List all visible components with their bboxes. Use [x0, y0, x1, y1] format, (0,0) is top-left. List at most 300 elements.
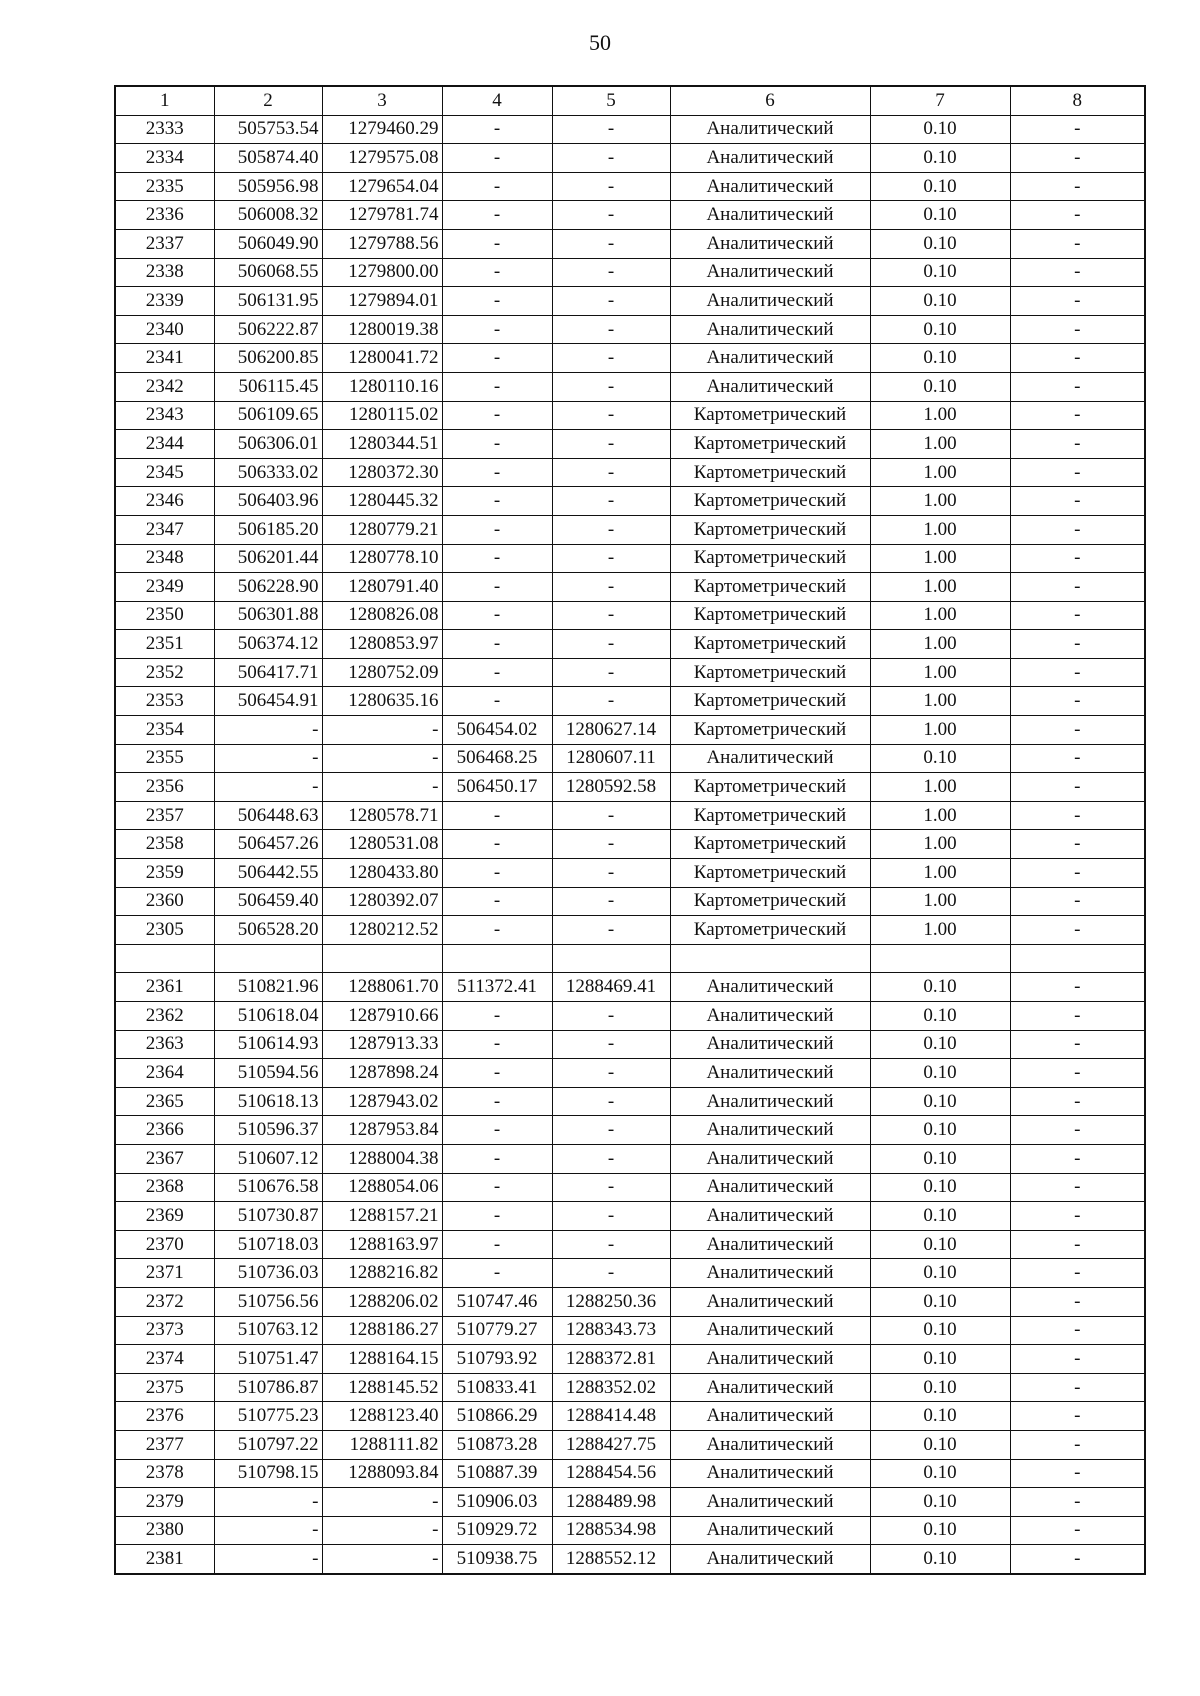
x-coordinate-cell: 510736.03	[214, 1259, 322, 1288]
table-row	[115, 287, 1145, 316]
accuracy-cell: 1.00	[870, 887, 1010, 916]
method-cell: Аналитический	[670, 1059, 870, 1088]
y-coordinate-cell: 1288061.70	[322, 973, 442, 1002]
table-row	[115, 1345, 1145, 1374]
method-cell: Аналитический	[670, 172, 870, 201]
y-coordinate-cell: 1287898.24	[322, 1059, 442, 1088]
x-coordinate-cell: 510718.03	[214, 1230, 322, 1259]
y-coordinate-cell: 1288186.27	[322, 1316, 442, 1345]
table-row	[115, 744, 1145, 773]
note-cell: -	[1010, 1144, 1145, 1173]
accuracy-cell: 1.00	[870, 859, 1010, 888]
x-coordinate-cell: 506459.40	[214, 887, 322, 916]
point-number-cell: 2338	[115, 258, 214, 287]
table-row	[115, 944, 1145, 973]
column-header: 1	[115, 86, 214, 115]
x-coordinate-cell: 510614.93	[214, 1030, 322, 1059]
accuracy-cell: 1.00	[870, 658, 1010, 687]
method-cell: Картометрический	[670, 515, 870, 544]
table-row	[115, 916, 1145, 945]
point-number-cell: 2358	[115, 830, 214, 859]
accuracy-cell: 0.10	[870, 1144, 1010, 1173]
accuracy-cell: 0.10	[870, 1230, 1010, 1259]
y-coordinate-alt-cell: -	[552, 344, 670, 373]
method-cell: Аналитический	[670, 115, 870, 144]
method-cell: Аналитический	[670, 1144, 870, 1173]
method-cell: Аналитический	[670, 344, 870, 373]
y-coordinate-alt-cell: -	[552, 601, 670, 630]
y-coordinate-alt-cell: 1280592.58	[552, 773, 670, 802]
note-cell: -	[1010, 1202, 1145, 1231]
table-row	[115, 315, 1145, 344]
note-cell: -	[1010, 1316, 1145, 1345]
y-coordinate-alt-cell: 1288352.02	[552, 1373, 670, 1402]
note-cell: -	[1010, 716, 1145, 745]
point-number-cell: 2367	[115, 1144, 214, 1173]
x-coordinate-cell: 510676.58	[214, 1173, 322, 1202]
y-coordinate-cell: 1288216.82	[322, 1259, 442, 1288]
method-cell: Аналитический	[670, 1430, 870, 1459]
y-coordinate-cell: 1279575.08	[322, 144, 442, 173]
method-cell: Картометрический	[670, 430, 870, 459]
accuracy-cell: 0.10	[870, 1459, 1010, 1488]
x-coordinate-alt-cell: -	[442, 801, 552, 830]
method-cell	[670, 944, 870, 973]
method-cell: Картометрический	[670, 916, 870, 945]
x-coordinate-cell	[214, 944, 322, 973]
note-cell: -	[1010, 287, 1145, 316]
note-cell: -	[1010, 544, 1145, 573]
accuracy-cell: 1.00	[870, 773, 1010, 802]
x-coordinate-alt-cell: -	[442, 859, 552, 888]
table-row	[115, 258, 1145, 287]
x-coordinate-cell: 506448.63	[214, 801, 322, 830]
point-number-cell: 2372	[115, 1287, 214, 1316]
note-cell: -	[1010, 515, 1145, 544]
point-number-cell: 2356	[115, 773, 214, 802]
point-number-cell: 2378	[115, 1459, 214, 1488]
y-coordinate-cell: 1288157.21	[322, 1202, 442, 1231]
x-coordinate-alt-cell: -	[442, 1002, 552, 1031]
x-coordinate-alt-cell: -	[442, 287, 552, 316]
accuracy-cell: 0.10	[870, 372, 1010, 401]
method-cell: Аналитический	[670, 1459, 870, 1488]
note-cell: -	[1010, 973, 1145, 1002]
y-coordinate-cell: 1288145.52	[322, 1373, 442, 1402]
note-cell: -	[1010, 1087, 1145, 1116]
accuracy-cell: 1.00	[870, 801, 1010, 830]
method-cell: Аналитический	[670, 287, 870, 316]
method-cell: Аналитический	[670, 1002, 870, 1031]
note-cell	[1010, 944, 1145, 973]
method-cell: Аналитический	[670, 1259, 870, 1288]
accuracy-cell: 1.00	[870, 430, 1010, 459]
x-coordinate-cell: 506068.55	[214, 258, 322, 287]
x-coordinate-alt-cell: -	[442, 172, 552, 201]
note-cell: -	[1010, 916, 1145, 945]
note-cell: -	[1010, 1345, 1145, 1374]
method-cell: Аналитический	[670, 1316, 870, 1345]
method-cell: Аналитический	[670, 1030, 870, 1059]
y-coordinate-cell: 1280372.30	[322, 458, 442, 487]
point-number-cell: 2343	[115, 401, 214, 430]
note-cell: -	[1010, 1545, 1145, 1574]
x-coordinate-cell: 506403.96	[214, 487, 322, 516]
table-row	[115, 601, 1145, 630]
note-cell: -	[1010, 1287, 1145, 1316]
x-coordinate-cell: 505956.98	[214, 172, 322, 201]
y-coordinate-alt-cell: -	[552, 1059, 670, 1088]
x-coordinate-cell: 510618.13	[214, 1087, 322, 1116]
y-coordinate-cell: 1279800.00	[322, 258, 442, 287]
accuracy-cell: 0.10	[870, 1545, 1010, 1574]
column-header: 6	[670, 86, 870, 115]
accuracy-cell: 0.10	[870, 1173, 1010, 1202]
method-cell: Картометрический	[670, 658, 870, 687]
x-coordinate-alt-cell: -	[442, 916, 552, 945]
y-coordinate-alt-cell	[552, 944, 670, 973]
table-row	[115, 544, 1145, 573]
accuracy-cell: 0.10	[870, 115, 1010, 144]
method-cell: Картометрический	[670, 687, 870, 716]
x-coordinate-cell: 510798.15	[214, 1459, 322, 1488]
table-row	[115, 1173, 1145, 1202]
note-cell: -	[1010, 172, 1145, 201]
table-row	[115, 859, 1145, 888]
note-cell: -	[1010, 1402, 1145, 1431]
y-coordinate-alt-cell: -	[552, 1259, 670, 1288]
column-header: 5	[552, 86, 670, 115]
point-number-cell: 2336	[115, 201, 214, 230]
method-cell: Картометрический	[670, 773, 870, 802]
accuracy-cell: 0.10	[870, 1059, 1010, 1088]
note-cell: -	[1010, 658, 1145, 687]
x-coordinate-alt-cell: -	[442, 1173, 552, 1202]
point-number-cell: 2361	[115, 973, 214, 1002]
y-coordinate-alt-cell: -	[552, 1202, 670, 1231]
method-cell: Аналитический	[670, 1516, 870, 1545]
accuracy-cell: 0.10	[870, 973, 1010, 1002]
y-coordinate-alt-cell: 1288250.36	[552, 1287, 670, 1316]
x-coordinate-alt-cell: -	[442, 229, 552, 258]
accuracy-cell: 1.00	[870, 487, 1010, 516]
y-coordinate-alt-cell: -	[552, 830, 670, 859]
x-coordinate-alt-cell: -	[442, 1087, 552, 1116]
x-coordinate-alt-cell: -	[442, 258, 552, 287]
x-coordinate-alt-cell: 510873.28	[442, 1430, 552, 1459]
y-coordinate-cell: -	[322, 716, 442, 745]
accuracy-cell: 0.10	[870, 1002, 1010, 1031]
point-number-cell: 2371	[115, 1259, 214, 1288]
point-number-cell: 2352	[115, 658, 214, 687]
x-coordinate-cell: -	[214, 773, 322, 802]
y-coordinate-alt-cell: 1288372.81	[552, 1345, 670, 1374]
x-coordinate-cell: 506333.02	[214, 458, 322, 487]
accuracy-cell: 0.10	[870, 744, 1010, 773]
x-coordinate-cell: 510594.56	[214, 1059, 322, 1088]
note-cell: -	[1010, 344, 1145, 373]
y-coordinate-alt-cell: 1288534.98	[552, 1516, 670, 1545]
x-coordinate-alt-cell: -	[442, 1230, 552, 1259]
note-cell: -	[1010, 201, 1145, 230]
x-coordinate-cell: 506109.65	[214, 401, 322, 430]
accuracy-cell: 0.10	[870, 287, 1010, 316]
table-row	[115, 1373, 1145, 1402]
table-row	[115, 430, 1145, 459]
point-number-cell: 2381	[115, 1545, 214, 1574]
point-number-cell: 2380	[115, 1516, 214, 1545]
method-cell: Аналитический	[670, 229, 870, 258]
point-number-cell: 2375	[115, 1373, 214, 1402]
point-number-cell: 2359	[115, 859, 214, 888]
y-coordinate-alt-cell: -	[552, 687, 670, 716]
table-row	[115, 458, 1145, 487]
method-cell: Аналитический	[670, 1230, 870, 1259]
x-coordinate-alt-cell: -	[442, 430, 552, 459]
y-coordinate-cell: 1280578.71	[322, 801, 442, 830]
point-number-cell: 2344	[115, 430, 214, 459]
point-number-cell: 2334	[115, 144, 214, 173]
accuracy-cell: 1.00	[870, 687, 1010, 716]
x-coordinate-cell: 506049.90	[214, 229, 322, 258]
accuracy-cell: 1.00	[870, 573, 1010, 602]
accuracy-cell: 0.10	[870, 1488, 1010, 1517]
y-coordinate-alt-cell: -	[552, 1087, 670, 1116]
x-coordinate-alt-cell: -	[442, 515, 552, 544]
y-coordinate-cell: 1280445.32	[322, 487, 442, 516]
y-coordinate-alt-cell: -	[552, 115, 670, 144]
column-header: 3	[322, 86, 442, 115]
y-coordinate-alt-cell: 1280607.11	[552, 744, 670, 773]
y-coordinate-alt-cell: -	[552, 1116, 670, 1145]
method-cell: Аналитический	[670, 1202, 870, 1231]
accuracy-cell: 1.00	[870, 401, 1010, 430]
y-coordinate-cell: 1280019.38	[322, 315, 442, 344]
table-row	[115, 801, 1145, 830]
accuracy-cell: 0.10	[870, 1030, 1010, 1059]
note-cell: -	[1010, 1488, 1145, 1517]
page-number: 50	[589, 30, 611, 55]
method-cell: Картометрический	[670, 859, 870, 888]
x-coordinate-cell: -	[214, 1516, 322, 1545]
accuracy-cell: 1.00	[870, 544, 1010, 573]
x-coordinate-cell: -	[214, 744, 322, 773]
point-number-cell: 2353	[115, 687, 214, 716]
table-row	[115, 658, 1145, 687]
method-cell: Картометрический	[670, 573, 870, 602]
y-coordinate-alt-cell: -	[552, 258, 670, 287]
note-cell: -	[1010, 1059, 1145, 1088]
method-cell: Картометрический	[670, 716, 870, 745]
method-cell: Аналитический	[670, 973, 870, 1002]
accuracy-cell: 0.10	[870, 1345, 1010, 1374]
x-coordinate-alt-cell: -	[442, 601, 552, 630]
y-coordinate-alt-cell: -	[552, 630, 670, 659]
table-row	[115, 973, 1145, 1002]
method-cell: Аналитический	[670, 1402, 870, 1431]
method-cell: Аналитический	[670, 1173, 870, 1202]
point-number-cell: 2374	[115, 1345, 214, 1374]
accuracy-cell: 0.10	[870, 1430, 1010, 1459]
y-coordinate-cell: 1279894.01	[322, 287, 442, 316]
table-row	[115, 1287, 1145, 1316]
y-coordinate-alt-cell: -	[552, 401, 670, 430]
table-row	[115, 344, 1145, 373]
x-coordinate-cell: 510607.12	[214, 1144, 322, 1173]
y-coordinate-alt-cell: -	[552, 201, 670, 230]
column-header: 4	[442, 86, 552, 115]
note-cell: -	[1010, 430, 1145, 459]
point-number-cell: 2346	[115, 487, 214, 516]
note-cell: -	[1010, 859, 1145, 888]
accuracy-cell: 0.10	[870, 1287, 1010, 1316]
point-number-cell: 2366	[115, 1116, 214, 1145]
table-row	[115, 887, 1145, 916]
x-coordinate-alt-cell: -	[442, 658, 552, 687]
y-coordinate-cell: 1288093.84	[322, 1459, 442, 1488]
y-coordinate-alt-cell: -	[552, 172, 670, 201]
x-coordinate-cell: 506528.20	[214, 916, 322, 945]
y-coordinate-cell: -	[322, 1545, 442, 1574]
method-cell: Аналитический	[670, 1116, 870, 1145]
accuracy-cell	[870, 944, 1010, 973]
y-coordinate-cell: 1279781.74	[322, 201, 442, 230]
y-coordinate-alt-cell: -	[552, 515, 670, 544]
x-coordinate-cell: 506442.55	[214, 859, 322, 888]
method-cell: Аналитический	[670, 144, 870, 173]
y-coordinate-cell: 1280779.21	[322, 515, 442, 544]
y-coordinate-alt-cell: 1288454.56	[552, 1459, 670, 1488]
y-coordinate-cell: 1280041.72	[322, 344, 442, 373]
accuracy-cell: 0.10	[870, 1316, 1010, 1345]
note-cell: -	[1010, 630, 1145, 659]
x-coordinate-alt-cell: -	[442, 630, 552, 659]
point-number-cell: 2365	[115, 1087, 214, 1116]
y-coordinate-cell: 1287913.33	[322, 1030, 442, 1059]
x-coordinate-alt-cell: -	[442, 487, 552, 516]
x-coordinate-alt-cell: 506450.17	[442, 773, 552, 802]
x-coordinate-alt-cell: -	[442, 458, 552, 487]
table-row	[115, 372, 1145, 401]
point-number-cell: 2340	[115, 315, 214, 344]
note-cell: -	[1010, 1230, 1145, 1259]
x-coordinate-alt-cell: -	[442, 115, 552, 144]
accuracy-cell: 0.10	[870, 229, 1010, 258]
x-coordinate-cell: 506200.85	[214, 344, 322, 373]
column-header: 2	[214, 86, 322, 115]
note-cell: -	[1010, 573, 1145, 602]
table-row	[115, 1087, 1145, 1116]
y-coordinate-cell: 1288054.06	[322, 1173, 442, 1202]
y-coordinate-cell: 1288123.40	[322, 1402, 442, 1431]
note-cell: -	[1010, 1430, 1145, 1459]
method-cell: Аналитический	[670, 1373, 870, 1402]
table-row	[115, 229, 1145, 258]
x-coordinate-alt-cell: 510779.27	[442, 1316, 552, 1345]
point-number-cell	[115, 944, 214, 973]
note-cell: -	[1010, 401, 1145, 430]
x-coordinate-alt-cell: 511372.41	[442, 973, 552, 1002]
point-number-cell: 2349	[115, 573, 214, 602]
point-number-cell: 2350	[115, 601, 214, 630]
x-coordinate-cell: 510751.47	[214, 1345, 322, 1374]
method-cell: Аналитический	[670, 1087, 870, 1116]
accuracy-cell: 0.10	[870, 1402, 1010, 1431]
table-row	[115, 487, 1145, 516]
y-coordinate-alt-cell: 1288469.41	[552, 973, 670, 1002]
x-coordinate-cell: 506201.44	[214, 544, 322, 573]
note-cell: -	[1010, 773, 1145, 802]
point-number-cell: 2360	[115, 887, 214, 916]
accuracy-cell: 1.00	[870, 458, 1010, 487]
x-coordinate-cell: 510756.56	[214, 1287, 322, 1316]
y-coordinate-alt-cell: -	[552, 1173, 670, 1202]
method-cell: Картометрический	[670, 630, 870, 659]
method-cell: Картометрический	[670, 401, 870, 430]
x-coordinate-alt-cell: 510866.29	[442, 1402, 552, 1431]
accuracy-cell: 0.10	[870, 1259, 1010, 1288]
x-coordinate-alt-cell: 510906.03	[442, 1488, 552, 1517]
y-coordinate-cell: 1279460.29	[322, 115, 442, 144]
x-coordinate-cell: 506417.71	[214, 658, 322, 687]
table-row	[115, 773, 1145, 802]
note-cell: -	[1010, 1116, 1145, 1145]
y-coordinate-cell: 1280115.02	[322, 401, 442, 430]
accuracy-cell: 0.10	[870, 1516, 1010, 1545]
y-coordinate-cell: 1287953.84	[322, 1116, 442, 1145]
x-coordinate-alt-cell: -	[442, 401, 552, 430]
table-row	[115, 1030, 1145, 1059]
y-coordinate-alt-cell: -	[552, 487, 670, 516]
table-row	[115, 687, 1145, 716]
y-coordinate-cell: 1279654.04	[322, 172, 442, 201]
method-cell: Аналитический	[670, 1345, 870, 1374]
y-coordinate-cell: 1280212.52	[322, 916, 442, 945]
x-coordinate-alt-cell: 510747.46	[442, 1287, 552, 1316]
method-cell: Аналитический	[670, 372, 870, 401]
table-row	[115, 401, 1145, 430]
x-coordinate-alt-cell: 510929.72	[442, 1516, 552, 1545]
x-coordinate-cell: 510775.23	[214, 1402, 322, 1431]
coordinates-table	[114, 85, 1146, 1575]
table-row	[115, 573, 1145, 602]
x-coordinate-alt-cell: -	[442, 1144, 552, 1173]
y-coordinate-alt-cell: 1288552.12	[552, 1545, 670, 1574]
x-coordinate-alt-cell: -	[442, 544, 552, 573]
table-row	[115, 1316, 1145, 1345]
x-coordinate-cell: 506185.20	[214, 515, 322, 544]
table-row	[115, 1002, 1145, 1031]
point-number-cell: 2342	[115, 372, 214, 401]
note-cell: -	[1010, 1373, 1145, 1402]
y-coordinate-alt-cell: -	[552, 430, 670, 459]
y-coordinate-alt-cell: -	[552, 859, 670, 888]
y-coordinate-alt-cell: 1288489.98	[552, 1488, 670, 1517]
x-coordinate-alt-cell: -	[442, 573, 552, 602]
method-cell: Картометрический	[670, 458, 870, 487]
accuracy-cell: 1.00	[870, 630, 1010, 659]
point-number-cell: 2348	[115, 544, 214, 573]
y-coordinate-cell: -	[322, 1516, 442, 1545]
accuracy-cell: 1.00	[870, 601, 1010, 630]
x-coordinate-cell: 510797.22	[214, 1430, 322, 1459]
note-cell: -	[1010, 887, 1145, 916]
x-coordinate-alt-cell: -	[442, 144, 552, 173]
table-row	[115, 172, 1145, 201]
method-cell: Аналитический	[670, 1545, 870, 1574]
y-coordinate-cell: 1280791.40	[322, 573, 442, 602]
y-coordinate-alt-cell: -	[552, 144, 670, 173]
